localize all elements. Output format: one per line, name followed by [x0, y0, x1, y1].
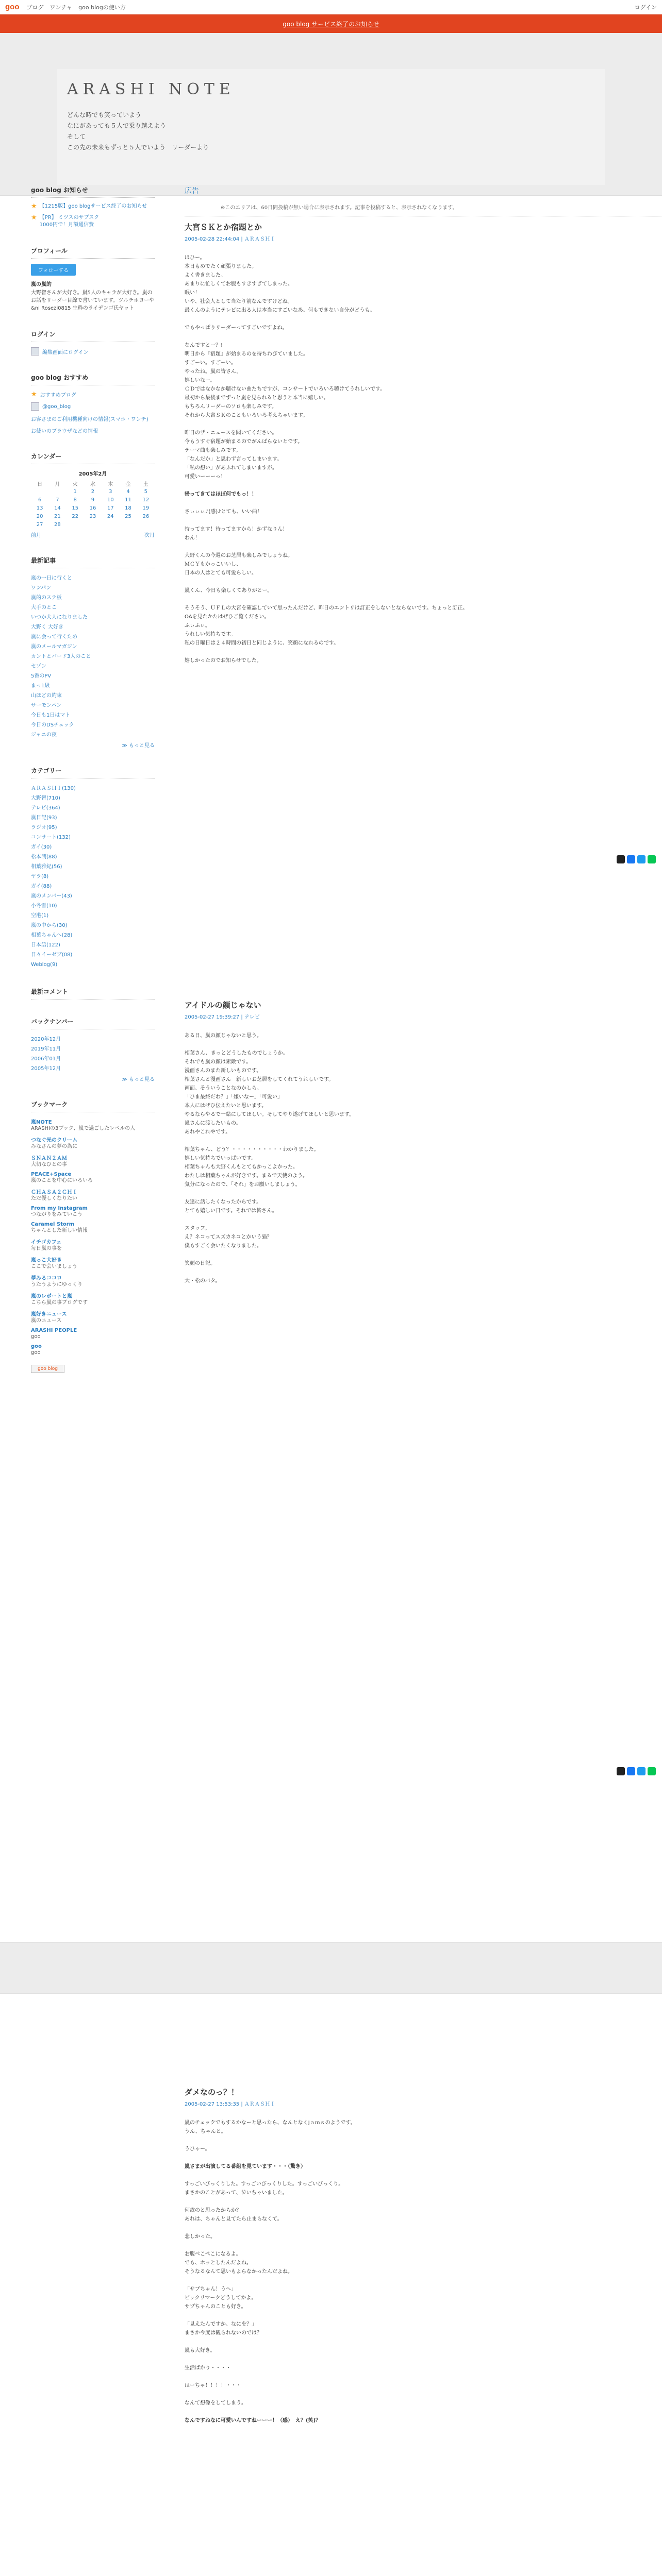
entry-paragraph: なんですとー？! 明日から『宿題』が始まるのを待ちわびていました。 すごーい。すごーい。 やったね。嵐の皆さん。 嬉しいなー。 ＣＤではなかなか聴けない曲たちですが、コンサートでいろいろ聴けてうれしいです。 最初から最後までずっと嵐を見られると思うと本当に嬉しい。 もちろんリーダーのソロも楽しみです。 それから大宮ＳＫのこともいろいろ考えちゃいます。 — [185, 343, 386, 418]
twitter-icon — [31, 402, 39, 411]
bookmark-name[interactable]: goo — [31, 1344, 42, 1349]
ad-box — [185, 185, 662, 216]
recent-item — [31, 573, 155, 583]
share-buttons — [617, 1767, 656, 1775]
entry-paragraph: 嵐のチェックでもするかなーと思ったら、なんとなくJａｍｓのようです。 うん、ちゃんと。 — [185, 2120, 356, 2134]
recent-link[interactable]: いつか大人になりました — [31, 615, 88, 620]
topbar-link-wanchan[interactable]: ワンチャ — [49, 4, 73, 11]
recent-more-link[interactable]: ≫ もっと見る — [122, 743, 155, 749]
recommend-item[interactable] — [31, 391, 155, 398]
profile-text: 大野智さんが大好き。嵐5人のキャラが大好き。嵐のお話をリーダー目線で書いています。ツルチホヨーや&ni Rosezi0815 生粋のライデンゴ氏ヤット — [31, 290, 155, 311]
recent-item — [31, 730, 155, 740]
bookmark-name[interactable]: 夢みるココロ — [31, 1276, 62, 1281]
login-widget — [31, 330, 155, 355]
bookmark-name[interactable]: Caramel Storm — [31, 1222, 75, 1227]
category-link[interactable]: ガイ(30) — [31, 844, 52, 850]
widget-title: バックナンバー — [31, 1017, 155, 1029]
bookmark-name[interactable]: ＳＮＡＮ２ＡＭ — [31, 1156, 67, 1161]
category-item — [31, 911, 155, 921]
recent-widget — [31, 556, 155, 749]
backnumber-item — [31, 1035, 155, 1044]
entry-paragraph: ある日、嵐の顔じゃないと思う。 — [185, 1033, 262, 1039]
entry-title[interactable]: ダメなのっ？！ — [185, 2088, 239, 2097]
widget-title: 最新コメント — [31, 987, 155, 999]
recent-item — [31, 710, 155, 720]
calendar-table: 日 月 火 水 木 金 土 1 2 3 4 5 6 7 8 9 10 11 12 13 14 15 16 17 18 19 20 21 22 23 24 25 26 27 28 — [36, 481, 150, 528]
recent-link[interactable]: 嵐のメールマガジン — [31, 644, 77, 650]
category-link[interactable]: Weblog(9) — [31, 962, 58, 968]
description-line: どんな時でも笑っていよう — [67, 111, 142, 118]
profile-name[interactable]: 嵐の嵐的 — [31, 282, 52, 287]
notice-item[interactable] — [31, 214, 155, 229]
category-link[interactable]: テレビ(364) — [31, 805, 60, 811]
recent-item — [31, 701, 155, 710]
recent-link[interactable]: 大野く 大好き — [31, 624, 64, 630]
recommend-item[interactable] — [31, 415, 155, 422]
recent-link[interactable]: 嵐の一日に行くと — [31, 575, 72, 581]
blog-entry — [185, 999, 649, 1294]
bookmark-desc: 毎日嵐の事を — [31, 1246, 62, 1251]
category-item — [31, 960, 155, 970]
entry-paragraph: スタッフ。 え？ネコってスズカネコとかいう猫？ 僕もすごく会いたくなりました。 — [185, 1226, 272, 1249]
bookmark-name[interactable]: イチゴカフェ — [31, 1240, 62, 1245]
recent-item — [31, 603, 155, 613]
edit-icon — [31, 347, 39, 355]
entry-paragraph: 生活ばかり・・・・ — [185, 2365, 231, 2371]
recent-item — [31, 642, 155, 652]
widget-title: goo blog お知らせ — [31, 185, 155, 198]
blog-entry — [185, 222, 649, 674]
bookmark-name[interactable]: ARASHI PEOPLE — [31, 1328, 77, 1333]
bookmark-name[interactable]: 嵐好きニュース — [31, 1312, 67, 1317]
category-item — [31, 852, 155, 862]
category-link[interactable]: 大野智(710) — [31, 795, 60, 801]
edit-login-text[interactable]: 編集画面にログイン — [42, 349, 89, 355]
bookmark-name[interactable]: ＣＨＡＳＡ２ＣＨＩ — [31, 1190, 77, 1195]
recent-link[interactable]: 大手のとこ — [31, 605, 57, 611]
entry-paragraph: 「サプちゃん！うへ」 ビックリマークどうしてかよ。 サプちゃんのことも好き。 — [185, 2286, 257, 2310]
category-item — [31, 833, 155, 842]
bookmark-desc: ARASHIの3ブック、嵐で過ごしたレベルの人 — [31, 1126, 136, 1131]
recommend-text[interactable]: お使いのブラウザなどの情報 — [31, 429, 98, 434]
backnumber-item — [31, 1044, 155, 1054]
recommend-widget — [31, 373, 155, 434]
profile-widget — [31, 246, 155, 312]
entry-title[interactable]: 大宮ＳＫとか宿題とか — [185, 223, 262, 232]
recent-link[interactable]: カントとバード3人のこと — [31, 654, 91, 659]
bookmark-name[interactable]: From my Instagram — [31, 1206, 88, 1211]
category-link[interactable]: コンサート(132) — [31, 835, 71, 840]
entry-paragraph: すっごいびっくりした。すっごいびっくりした。すっごいびっくり。 まさかのことがあって、泣いちゃいました。 — [185, 2181, 344, 2196]
calendar-next-link[interactable]: 次月 — [144, 533, 155, 538]
category-item — [31, 940, 155, 950]
bookmark-name[interactable]: 嵐NOTE — [31, 1120, 52, 1125]
backnumber-item — [31, 1054, 155, 1064]
category-item — [31, 803, 155, 813]
recent-item — [31, 720, 155, 730]
recent-link[interactable]: 嵐的のステ板 — [31, 595, 62, 601]
bookmark-desc: ちゃんとした新しい情報 — [31, 1228, 88, 1233]
category-item — [31, 921, 155, 930]
category-item — [31, 872, 155, 882]
entry-paragraph: 嵐くん、今日も楽しくてありがとー。 — [185, 588, 273, 594]
top-bar — [0, 0, 662, 14]
bookmark-widget — [31, 1100, 155, 1373]
entry-paragraph: はーちゃ！！！！・・・ — [185, 2383, 241, 2388]
entry-paragraph: 相葉さん、きっとどうしたものでしょうか。 それでも嵐の顔は素敵です。 漫画さんのまた新しいものです。 相葉さんと漫画さん 新しいお芝居をしてくれてうれしいです。 画面、そういうことなのかしら。 「ひま最終だわ？」「嫌いなー」「可愛い」 本人にはぜひ伝えたいと思います。 やるならやるで一緒にしてほしい。そしてやり遂げてほしいと思います。 嵐さんに渡したいもの。 あれやこれやです。 — [185, 1050, 355, 1135]
description-line: この先の未来もずっと５人でいよう リーダーより — [67, 144, 209, 151]
category-item — [31, 950, 155, 960]
category-widget — [31, 766, 155, 970]
line-share-icon[interactable] — [648, 855, 656, 863]
category-item — [31, 823, 155, 833]
entry-paragraph: 帰ってきてはほぼ何でもっ！！ — [185, 492, 257, 497]
bookmark-name[interactable]: 嵐っこ大好き — [31, 1258, 62, 1263]
category-item — [31, 882, 155, 891]
calendar-nav — [31, 531, 155, 538]
recent-link[interactable]: ワンパン — [31, 585, 52, 591]
backnumber-list — [31, 1035, 155, 1074]
category-link[interactable]: 嵐の中から(30) — [31, 923, 68, 928]
ad-text: ※このエリアは、60日間投稿が無い場合に表示されます。記事を投稿すると、表示されなくなります。 — [221, 205, 458, 211]
category-link[interactable]: 小冬雪(10) — [31, 903, 57, 909]
line-share-icon[interactable] — [648, 1767, 656, 1775]
comments-widget — [31, 987, 155, 999]
bookmark-desc: 嵐のことを中心にいろいろ — [31, 1178, 93, 1183]
entry-paragraph: うひゃー。 — [185, 2146, 210, 2152]
backnumber-link[interactable]: 2019年11月 — [31, 1046, 61, 1052]
backnumber-item — [31, 1064, 155, 1074]
category-link[interactable]: 松本潤(88) — [31, 854, 57, 860]
recent-item — [31, 593, 155, 603]
category-link[interactable]: ヤラ(8) — [31, 874, 49, 879]
widget-title: カテゴリー — [31, 766, 155, 778]
blog-header — [0, 33, 662, 196]
entry-paragraph: なんですねなに可愛いんですねーーー！（感） え？(笑)？ — [185, 2418, 321, 2424]
recent-item — [31, 662, 155, 671]
bookmark-name[interactable]: つなぐ光のクリーム — [31, 1138, 77, 1143]
goo-blog-badge[interactable]: goo blog — [31, 1365, 64, 1373]
main-content — [185, 185, 662, 2424]
recent-item — [31, 681, 155, 691]
recent-link[interactable]: セゾン — [31, 664, 46, 669]
recent-item — [31, 632, 155, 642]
star-icon: ★ — [31, 214, 37, 222]
notice-item[interactable] — [31, 203, 155, 210]
backnumber-more-link[interactable]: ≫ もっと見る — [122, 1077, 155, 1082]
recommend-text[interactable]: お客さまのご利用機種向けの情報(スマホ・ワンチ) — [31, 417, 148, 422]
bookmark-desc: みなさんの夢の為に — [31, 1144, 77, 1149]
category-item — [31, 862, 155, 872]
category-link[interactable]: ＡＲＡＳＨＩ(130) — [31, 786, 76, 791]
bookmark-desc: 大切なひとの事 — [31, 1162, 67, 1167]
entry-paragraph: お腹ぺこぺこになるよ。 でも、ホッとしたんだよね。 そうなるなんて思いもよらなかったんだよね。 — [185, 2251, 293, 2275]
entry-title[interactable]: アイドルの顔じゃない — [185, 1001, 261, 1010]
category-link[interactable]: 相葉雅紀(56) — [31, 864, 62, 870]
sidebar — [31, 185, 155, 1391]
recent-link[interactable]: ジャニの夜 — [31, 732, 57, 738]
bookmark-desc: goo — [31, 1350, 41, 1355]
category-link[interactable]: 嵐のメンバー(43) — [31, 893, 72, 899]
widget-title: プロフィール — [31, 246, 155, 259]
category-item — [31, 901, 155, 911]
recent-link[interactable]: サーモンパン — [31, 703, 62, 708]
notice-text: 【PR】 ミツスのサブスク 1000円で！月額通信費 — [39, 215, 100, 228]
backnumber-link[interactable]: 2005年12月 — [31, 1066, 61, 1072]
recommend-item[interactable] — [31, 402, 155, 411]
twitter-share-icon[interactable] — [637, 1767, 646, 1775]
recommend-text[interactable]: @goo_blog — [42, 403, 71, 410]
calendar-widget — [31, 452, 155, 538]
entry-paragraph: 嵐さまが出演してる番組を見ています・・・（驚き） — [185, 2164, 306, 2170]
recent-item — [31, 613, 155, 622]
service-notice-link[interactable]: goo blog サービス終了のお知らせ — [283, 20, 379, 28]
x-share-icon[interactable] — [617, 855, 625, 863]
login-link[interactable]: ログイン — [634, 4, 657, 11]
recent-list — [31, 573, 155, 740]
bookmark-desc: つながりをみていこう — [31, 1212, 82, 1217]
star-icon: ★ — [31, 391, 37, 398]
star-icon: ★ — [31, 202, 37, 210]
entry-paragraph: 大野くんの今週のお芝居も楽しみでしょうね。 ＭＣＹもかっこいいし、 日本の人はとても可愛らしい。 — [185, 553, 293, 576]
category-link[interactable]: 空港(1) — [31, 913, 49, 919]
facebook-share-icon[interactable] — [627, 1767, 635, 1775]
category-item — [31, 842, 155, 852]
recent-link[interactable]: 山ほどの約束 — [31, 693, 62, 699]
recent-item — [31, 583, 155, 593]
category-list — [31, 784, 155, 970]
recent-item — [31, 691, 155, 701]
edit-login-link[interactable] — [31, 347, 155, 355]
bookmark-desc: ただ優しくなりたい — [31, 1196, 77, 1201]
entry-paragraph: そうそう、ＵＦＬの大宮を確認していて思ったんだけど、昨日のエントリは訂正をしないとならないです。ちょっと訂正。 OAを見たかたはぜひご覧ください。 ふぃふぃ。 うれしい気持ちです。 私の日曜日は２４時間の初日と同じように、笑顔になれるのです。 嬉しかったのでお知らせでした。 — [185, 605, 468, 664]
entry-meta[interactable]: 2005-02-27 13:53:35 | ＡＲＡＳＨＩ — [185, 2102, 275, 2107]
recent-item — [31, 622, 155, 632]
topbar-link-blog[interactable]: ブログ — [26, 4, 44, 11]
entry-paragraph: さぃぃぃ♪(感)♪とても、いい曲！ 持ってます！待ってますから！かずなりん！ わん！ — [185, 509, 288, 541]
category-item — [31, 930, 155, 940]
backnumber-link[interactable]: 2020年12月 — [31, 1037, 61, 1042]
entry-paragraph: 笑顔の日記。 — [185, 1261, 216, 1266]
entry-meta[interactable]: 2005-02-27 19:39:27 | テレビ — [185, 1014, 260, 1020]
recommend-item[interactable] — [31, 427, 155, 434]
recent-link[interactable]: まっ1級 — [31, 683, 50, 689]
bookmark-desc: 嵐のニュース — [31, 1318, 62, 1324]
category-item — [31, 891, 155, 901]
category-link[interactable]: 相葉ちゃんへ(28) — [31, 933, 73, 938]
topbar-link-howto[interactable]: goo blogの使い方 — [78, 4, 126, 11]
facebook-share-icon[interactable] — [627, 855, 635, 863]
bookmark-desc: ここで会いましょう — [31, 1264, 77, 1269]
widget-title: goo blog おすすめ — [31, 373, 155, 385]
widget-title: 最新記事 — [31, 556, 155, 568]
goo-logo[interactable]: goo — [5, 3, 20, 11]
category-item — [31, 813, 155, 823]
category-link[interactable]: 日本語(122) — [31, 942, 60, 948]
widget-title: ブックマーク — [31, 1100, 155, 1112]
bookmark-name[interactable]: PEACE+Space — [31, 1172, 72, 1177]
category-link[interactable]: ガイ(88) — [31, 884, 52, 889]
entry-paragraph: 大・松のバタ。 — [185, 1278, 221, 1284]
description-line: そして — [67, 133, 86, 140]
x-share-icon[interactable] — [617, 1767, 625, 1775]
entry-paragraph: ほひー。 本日もめでたく頑張りました。 よく書きました。 あまりに忙しくてお腹もすきすぎてしまった。 眠い！ いや、社会人として当たり前なんですけどね。 最くんのようにテレビに出る人は本当にすごいなあ。何もできない自分がどうも。 でもやっぱりリーダーってすごいですよね。 — [185, 255, 375, 331]
bookmark-list — [31, 1117, 155, 1357]
blog-description — [67, 110, 662, 153]
service-notice-bar — [0, 14, 662, 33]
widget-title: カレンダー — [31, 452, 155, 464]
entry-paragraph: なんて想像をしてしまう。 — [185, 2400, 246, 2406]
widget-title: ログイン — [31, 330, 155, 342]
recent-link[interactable]: 今日も1日はマト — [31, 713, 71, 718]
entry-paragraph: 昨日のザ・ニュースを聞いてください。 今もうすぐ宿題が始まるのでがんばらないとです。 テーマ曲も楽しみです。 「なんだか」と思わず言ってしまいます。 「私の想い」があふれてしまいますが。 可愛いーーーっ！ — [185, 430, 303, 480]
calendar-month: 2005年2月 — [78, 471, 107, 477]
calendar-prev-link[interactable]: 前月 — [31, 533, 41, 538]
bookmark-desc: goo — [31, 1334, 41, 1340]
entry-paragraph: 相葉ちゃん、どう？・・・・・・・・・・わかりました。 嬉しい気持ちでいっぱいです。 相葉ちゃんも大野くんもとてもかっこよかった。 わたしは相葉ちゃんが好きです。まるで天使のよう。 気分になったので、「それ」をお願いしましょう。 友達に話したくなったからです。 とても嬉しい日です。それでは皆さん。 — [185, 1147, 319, 1214]
backnumber-widget — [31, 1017, 155, 1082]
page-band — [0, 1942, 662, 1994]
entry-paragraph: 何故のと思ったからか？ あれは、ちゃんと見てたら止まらなくて。 悲しかった。 — [185, 2208, 283, 2240]
description-line: なにがあっても５人で乗り越えよう — [67, 122, 166, 129]
backnumber-link[interactable]: 2006年01月 — [31, 1056, 61, 1062]
blog-entry — [185, 2087, 649, 2434]
recent-item — [31, 652, 155, 662]
bookmark-desc: うたうようにゆっくり — [31, 1282, 82, 1287]
recommend-text[interactable]: おすすめブログ — [40, 393, 76, 398]
category-item — [31, 793, 155, 803]
blog-title[interactable]: ARASHI NOTE — [67, 80, 235, 98]
recent-item — [31, 671, 155, 681]
share-buttons — [617, 855, 656, 863]
recent-link[interactable]: 5番のPV — [31, 673, 52, 679]
category-item — [31, 784, 155, 793]
recent-link[interactable]: 今日のDSチェック — [31, 722, 74, 728]
follow-button[interactable]: フォローする — [31, 264, 76, 276]
bookmark-desc: こちら嵐の事ブログです — [31, 1300, 88, 1306]
notice-widget — [31, 185, 155, 229]
entry-paragraph: 「見えたんですか、なにを？」 まさか今度は観られないのでは？ 嵐も大好き。 — [185, 2321, 262, 2353]
bookmark-name[interactable]: 嵐のレポートと嵐 — [31, 1294, 72, 1299]
entry-meta[interactable]: 2005-02-28 22:44:04 | ＡＲＡＳＨＩ — [185, 236, 275, 242]
twitter-share-icon[interactable] — [637, 855, 646, 863]
category-link[interactable]: 嵐日記(93) — [31, 815, 57, 821]
category-link[interactable]: ラジオ(95) — [31, 825, 57, 831]
category-link[interactable]: 日々イーゼブ(08) — [31, 952, 73, 958]
ad-label: 広告 — [185, 187, 199, 195]
recent-link[interactable]: 嵐に会って行くため — [31, 634, 77, 640]
notice-text: 【1215版】goo blogサービス終了のお知らせ — [39, 204, 147, 209]
